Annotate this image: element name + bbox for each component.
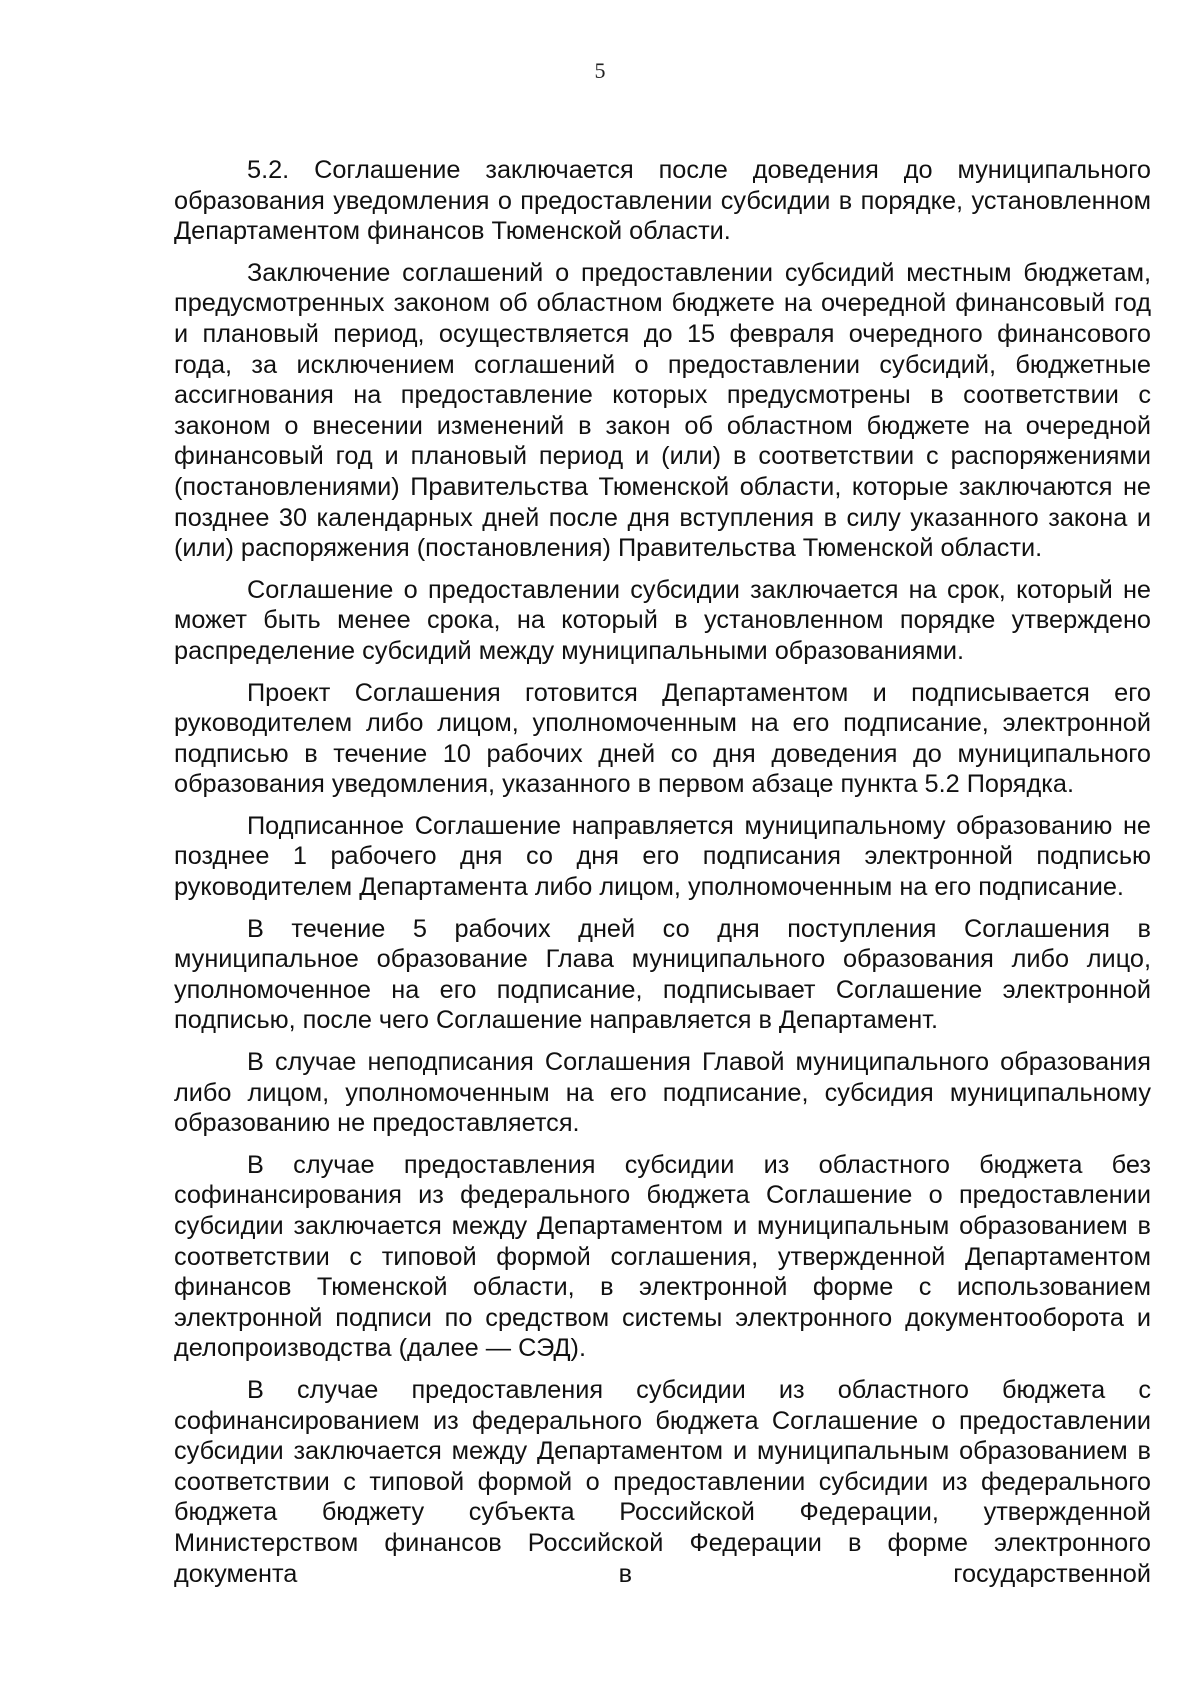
paragraph-without-cofinancing: В случае предоставления субсидии из областного бюджета без софинансирования из федерального бюджета Соглашение о предоставлении субсидии заключается между Департаментом и муниципальным образованием в соответствии с типовой формой соглашения, утвержденной Департаментом финансов Тюменской области, в электронной форме с использованием электронной подписи по средством системы электронного документооборота и делопроизводства (далее — СЭД).: [174, 1150, 1151, 1363]
paragraph-signed-agreement: Подписанное Соглашение направляется муниципальному образованию не позднее 1 рабочего дня со дня его подписания электронной подписью руководителем Департамента либо лицом, уполномоченным на его подписание.: [174, 811, 1151, 902]
paragraph-agreement-term: Соглашение о предоставлении субсидии заключается на срок, который не может быть менее срока, на который в установленном порядке утверждено распределение субсидий между муниципальными образованиями.: [174, 575, 1151, 665]
paragraph-municipal-signing: В течение 5 рабочих дней со дня поступления Соглашения в муниципальное образование Глава муниципального образования либо лицо, уполномоченное на его подписание, подписывает Соглашение электронной подписью, после чего Соглашение направляется в Департамент.: [174, 914, 1151, 1035]
paragraph-5-2: 5.2. Соглашение заключается после доведения до муниципального образования уведомления о предоставлении субсидии в порядке, установленном Департаментом финансов Тюменской области.: [174, 156, 1151, 246]
paragraph-agreement-deadline: Заключение соглашений о предоставлении субсидий местным бюджетам, предусмотренных законом об областном бюджете на очередной финансовый год и плановый период, осуществляется до 15 февраля очередного финансового года, за исключением соглашений о предоставлении субсидий, бюджетные ассигнования на предоставление которых предусмотрены в соответствии с законом о внесении изменений в закон об областном бюджете на очередной финансовый год и плановый период и (или) в соответствии с распоряжениями (постановлениями) Правительства Тюменской области, которые заключаются не позднее 30 календарных дней после дня вступления в силу указанного закона и (или) распоряжения (постановления) Правительства Тюменской области.: [174, 258, 1151, 563]
paragraph-draft-agreement: Проект Соглашения готовится Департаментом и подписывается его руководителем либо лицом, уполномоченным на его подписание, электронной подписью в течение 10 рабочих дней со дня доведения до муниципального образования уведомления, указанного в первом абзаце пункта 5.2 Порядка.: [174, 678, 1151, 799]
paragraph-with-cofinancing: В случае предоставления субсидии из областного бюджета с софинансированием из федерального бюджета Соглашение о предоставлении субсидии заключается между Департаментом и муниципальным образованием в соответствии с типовой формой о предоставлении субсидии из федерального бюджета бюджету субъекта Российской Федерации, утвержденной Министерством финансов Российской Федерации в форме электронного документа в государственной: [174, 1375, 1151, 1588]
document-body: [174, 155, 1151, 1600]
page-number: 5: [594, 58, 606, 83]
paragraph-non-signing: В случае неподписания Соглашения Главой муниципального образования либо лицом, уполномоченным на его подписание, субсидия муниципальному образованию не предоставляется.: [174, 1048, 1151, 1138]
